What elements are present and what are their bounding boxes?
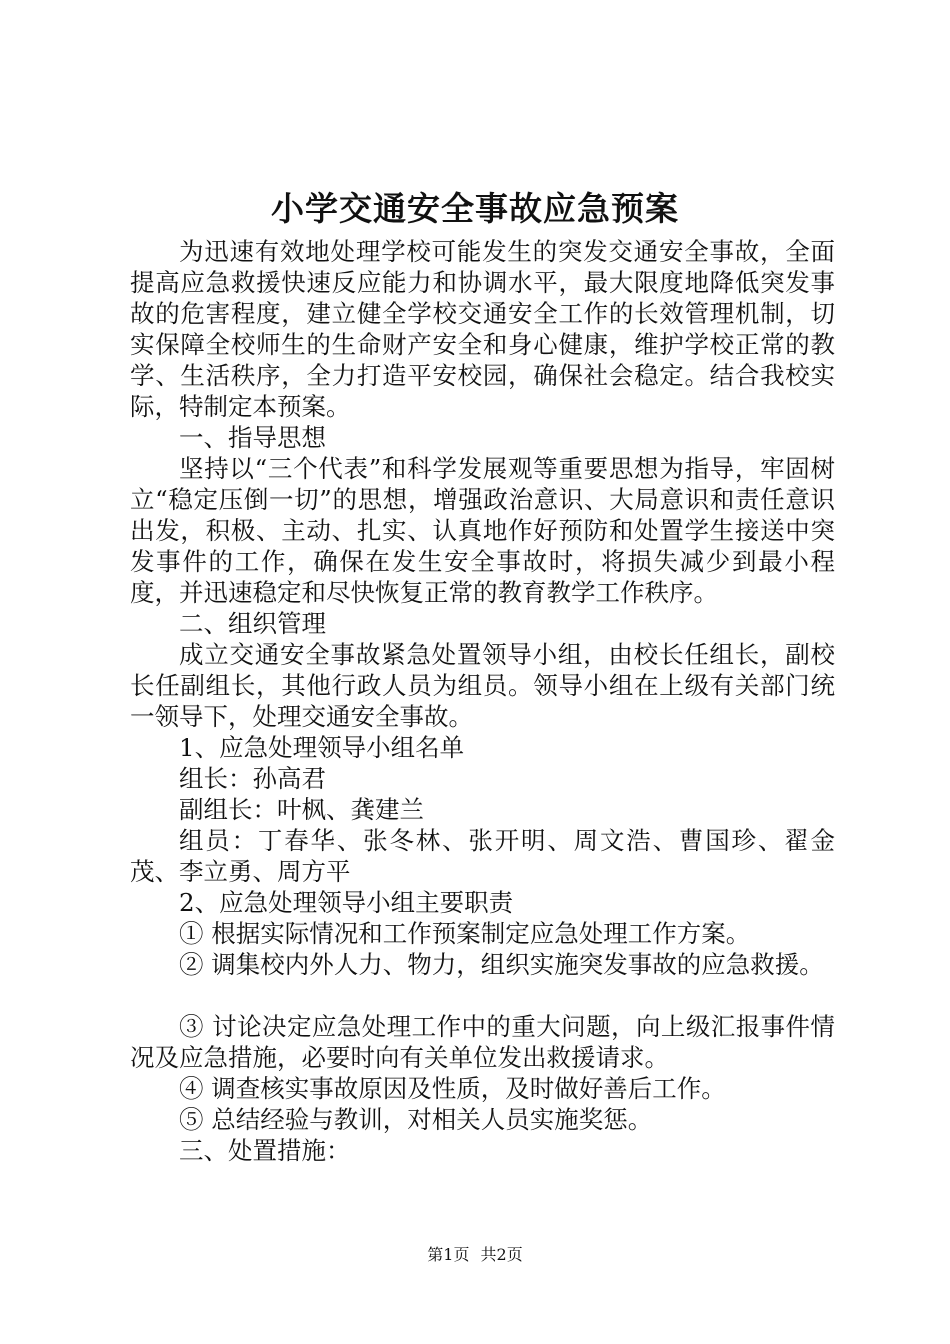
subheading-leader-list: 1、应急处理领导小组名单 <box>179 733 465 762</box>
deputy-leader-line: 副组长：叶枫、龚建兰 <box>179 795 424 824</box>
section-heading-organization: 二、组织管理 <box>179 609 326 638</box>
duty-item-5: ⑤ 总结经验与教训，对相关人员实施奖惩。 <box>179 1105 653 1134</box>
organization-paragraph: 成立交通安全事故紧急处置领导小组，由校长任组长，副校长任副组长，其他行政人员为组员。领导小组在上级有关部门统一领导下，处理交通安全事故。 <box>130 640 835 731</box>
members-line: 组员：丁春华、张冬林、张开明、周文浩、曹国珍、翟金茂、李立勇、周方平 <box>130 826 835 886</box>
subheading-duties: 2、应急处理领导小组主要职责 <box>179 888 514 917</box>
page-number: 第1页 <box>427 1245 470 1264</box>
section-heading-measures: 三、处置措施： <box>179 1136 351 1165</box>
guiding-ideology-paragraph: 坚持以“三个代表”和科学发展观等重要思想为指导，牢固树立“稳定压倒一切”的思想，增强政治意识、大局意识和责任意识出发，积极、主动、扎实、认真地作好预防和处置学生接送中突发事件的工作，确保在发生安全事故时，将损失减少到最小程度，并迅速稳定和尽快恢复正常的教育教学工作秩序。 <box>130 454 835 607</box>
document-body <box>130 236 835 1166</box>
blank-line <box>130 980 835 1011</box>
page-footer <box>0 1245 950 1265</box>
page-total: 共2页 <box>480 1245 523 1264</box>
leader-line: 组长：孙高君 <box>179 764 326 793</box>
document-title: 小学交通安全事故应急预案 <box>271 189 679 228</box>
duty-item-1: ① 根据实际情况和工作预案制定应急处理工作方案。 <box>179 919 751 948</box>
duty-item-4: ④ 调查核实事故原因及性质，及时做好善后工作。 <box>179 1074 726 1103</box>
intro-paragraph: 为迅速有效地处理学校可能发生的突发交通安全事故，全面提高应急救援快速反应能力和协调水平，最大限度地降低突发事故的危害程度，建立健全学校交通安全工作的长效管理机制，切实保障全校师生的生命财产安全和身心健康，维护学校正常的教学、生活秩序，全力打造平安校园，确保社会稳定。结合我校实际，特制定本预案。 <box>130 237 835 421</box>
section-heading-guiding-ideology: 一、指导思想 <box>179 423 326 452</box>
duty-item-2: ② 调集校内外人力、物力，组织实施突发事故的应急救援。 <box>179 950 824 979</box>
duty-item-3: ③ 讨论决定应急处理工作中的重大问题，向上级汇报事件情况及应急措施，必要时向有关单位发出救援请求。 <box>130 1012 835 1072</box>
